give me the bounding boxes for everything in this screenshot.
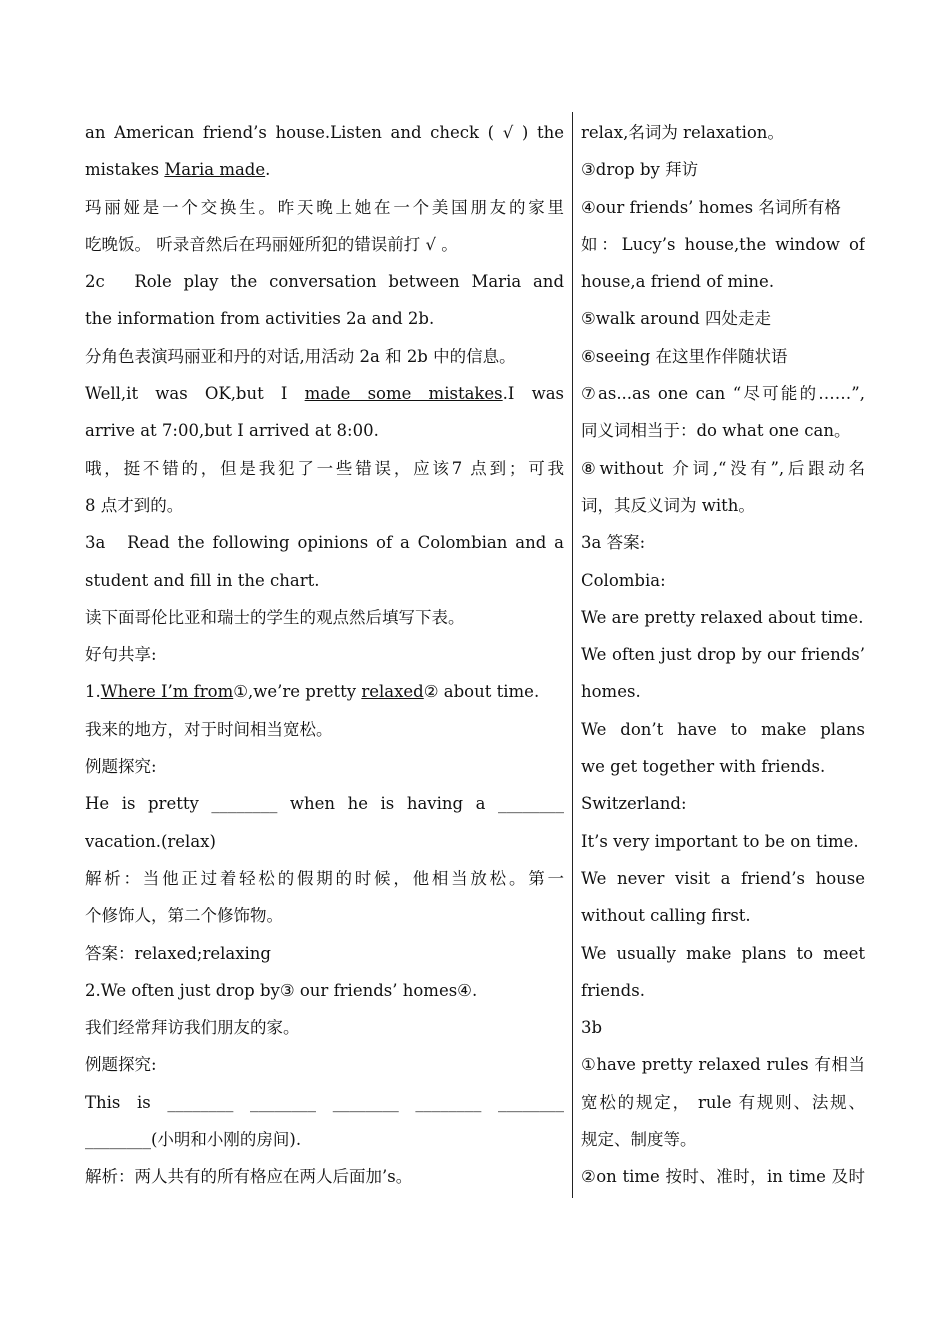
text-line: He is pretty ________ when he is having a ________ xyxy=(85,794,564,814)
text-line: 2.We often just drop by③ our friends’ homes④. xyxy=(85,980,478,1000)
text-line: student and fill in the chart. xyxy=(85,570,320,590)
text-line: arrive at 7:00,but I arrived at 8:00. xyxy=(85,421,379,441)
text-line: We never visit a friend’s house xyxy=(581,868,865,888)
text-line: 3a 答案: xyxy=(581,533,646,553)
text-segment: ② about time. xyxy=(423,682,540,702)
column-divider xyxy=(572,112,573,1198)
text-line: It’s very important to be on time. xyxy=(581,831,859,851)
text-line: This is ________ ________ ________ ________ ________ xyxy=(85,1092,564,1112)
text-line: 8 点才到的。 xyxy=(85,495,184,515)
text-line: ________(小明和小刚的房间). xyxy=(85,1130,302,1150)
text-line: ⑥seeing 在这里作伴随状语 xyxy=(581,346,788,366)
text-line: 答案：relaxed;relaxing xyxy=(85,943,271,963)
text-line: 词，其反义词为 with。 xyxy=(581,495,755,515)
text-line: 个修饰人，第二个修饰物。 xyxy=(85,906,283,926)
text-line: Colombia: xyxy=(581,570,666,590)
text-line xyxy=(85,673,564,710)
text-line: ④our friends’ homes 名词所有格 xyxy=(581,197,841,217)
text-line: relax,名词为 relaxation。 xyxy=(581,123,784,142)
text-line: an American friend’s house.Listen and check ( √ ) the xyxy=(85,123,564,142)
text-segment: 1. xyxy=(85,682,101,702)
text-line: 宽松的规定， rule 有规则、法规、 xyxy=(581,1092,865,1112)
underlined-phrase: relaxed xyxy=(361,682,424,702)
text-line: 好句共享: xyxy=(85,645,157,665)
text-line: We often just drop by our friends’ xyxy=(581,645,865,665)
text-segment: Well,it was OK,but I xyxy=(85,384,305,404)
text-segment: . xyxy=(265,160,271,180)
text-segment: mistakes xyxy=(85,160,165,180)
text-line: ②on time 按时、准时，in time 及时 xyxy=(581,1167,865,1187)
text-line xyxy=(85,151,564,188)
text-line: 2c Role play the conversation between Maria and xyxy=(85,272,564,292)
text-line: we get together with friends. xyxy=(581,757,826,777)
text-line: 例题探究: xyxy=(85,757,157,777)
underlined-phrase: made some mistakes xyxy=(304,384,503,404)
text-segment: ①,we’re pretty xyxy=(233,682,362,702)
text-line: ⑦as...as one can “尽可能的……”, xyxy=(581,384,865,404)
text-line: 解析：两人共有的所有格应在两人后面加’s。 xyxy=(85,1167,413,1187)
text-line: friends. xyxy=(581,980,645,1000)
text-line xyxy=(85,375,564,412)
left-column xyxy=(85,114,564,1196)
text-line: the information from activities 2a and 2b. xyxy=(85,309,435,329)
underlined-phrase: Where I’m from xyxy=(100,682,234,702)
text-line: ①have pretty relaxed rules 有相当 xyxy=(581,1055,865,1075)
underlined-phrase: Maria made xyxy=(164,160,266,180)
text-line: 哦，挺不错的，但是我犯了一些错误，应该7 点到；可我 xyxy=(85,458,564,478)
text-line: We usually make plans to meet xyxy=(581,943,865,963)
text-line: 我来的地方，对于时间相当宽松。 xyxy=(85,719,333,739)
text-line: 3a Read the following opinions of a Colombian and a xyxy=(85,533,564,553)
text-line: vacation.(relax) xyxy=(85,831,216,851)
right-column xyxy=(581,114,865,1196)
text-line: 我们经常拜访我们朋友的家。 xyxy=(85,1018,300,1038)
text-line: 吃晚饭。 听录音然后在玛丽娅所犯的错误前打 √ 。 xyxy=(85,234,458,254)
text-line: ⑧without 介词,“没有”,后跟动名 xyxy=(581,458,865,478)
text-line: house,a friend of mine. xyxy=(581,272,775,292)
text-line: 如：Lucy’s house,the window of xyxy=(581,234,865,254)
text-segment: .I was xyxy=(502,384,564,404)
text-line: We are pretty relaxed about time. xyxy=(581,607,864,627)
text-line: We don’t have to make plans xyxy=(581,719,865,739)
text-line: 解析：当他正过着轻松的假期的时候，他相当放松。第一 xyxy=(85,868,564,888)
text-line: 3b xyxy=(581,1018,603,1038)
text-line: 玛丽娅是一个交换生。昨天晚上她在一个美国朋友的家里 xyxy=(85,197,564,217)
text-line: 分角色表演玛丽亚和丹的对话,用活动 2a 和 2b 中的信息。 xyxy=(85,346,516,366)
text-line: without calling first. xyxy=(581,906,751,926)
text-line: 读下面哥伦比亚和瑞士的学生的观点然后填写下表。 xyxy=(85,607,465,627)
text-line: ⑤walk around 四处走走 xyxy=(581,309,771,329)
text-line: Switzerland: xyxy=(581,794,687,814)
text-line: homes. xyxy=(581,682,641,702)
text-line: ③drop by 拜访 xyxy=(581,160,699,180)
text-line: 例题探究: xyxy=(85,1055,157,1075)
text-line: 同义词相当于：do what one can。 xyxy=(581,421,851,441)
text-line: 规定、制度等。 xyxy=(581,1130,697,1150)
